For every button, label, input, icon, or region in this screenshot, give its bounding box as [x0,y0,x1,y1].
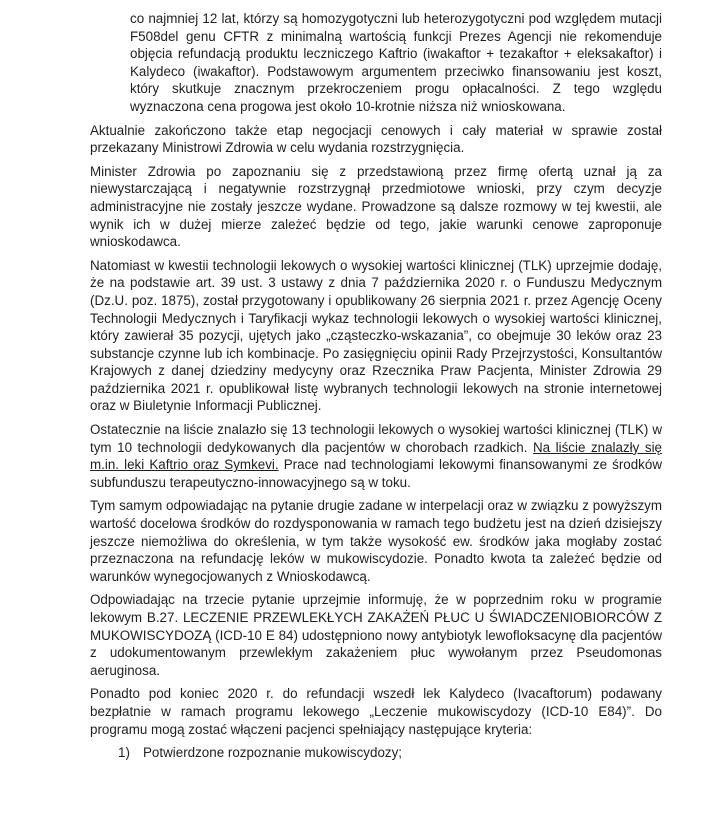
paragraph-b27-program: Odpowiadając na trzecie pytanie uprzejmie informuję, że w poprzednim roku w programie lekowym B.27. LECZENIE PRZEWLEKŁYCH ZAKAŻEŃ PŁUC U ŚWIADCZENIOBIORCÓW Z MUKOWISCYDOZĄ (ICD-10 E 84) udostępniono nowy antybiotyk lewofloksacynę dla pacjentów z udokumentowanym przewlekłym zakażeniem płuc wywołanym przez Pseudomonas aeruginosa. [90,592,662,678]
paragraph-text-after: Prace nad technologiami lekowymi finansowanymi ze środków subfunduszu terapeutyczno-innowacyjnego są w toku. [90,457,662,490]
paragraph-budget-answer: Tym samym odpowiadając na pytanie drugie zadane w interpelacji oraz w związku z powyższym wartość docelowa środków do rozdysponowania w ramach tego budżetu jest na dzień dzisiejszy jeszcze niemożliwa do określenia, w tym także wysokość ew. środków jaka mogłaby zostać przeznaczona na refundację leków w mukowiscydozie. Ponadto kwota ta zależeć będzie od warunków wynegocjowanych z Wnioskodawcą. [90,498,662,584]
paragraph-kalydeco-program: Ponadto pod koniec 2020 r. do refundacji wszedł lek Kalydeco (Ivacaftorum) podawany bezpłatnie w ramach programu lekowego „Leczenie mukowiscydozy (ICD-10 E84)”. Do programu mogą zostać włączeni pacjenci spełniający następujące kryteria: [90,686,662,737]
list-item-criterion-1 [118,744,662,762]
list-item-number: 1) [118,745,130,761]
paragraph-recommendation-quote: co najmniej 12 lat, którzy są homozygotyczni lub heterozygotyczni pod względem mutacji F508del genu CFTR z minimalną wartością funkcji Prezes Agencji nie rekomenduje objęcia refundacją produktu leczniczego Kaftrio (iwakaftor + tezakaftor + eleksakaftor) i Kalydeco (iwakaftor). Podstawowym argumentem przeciwko finansowaniu jest koszt, który skutkuje znacznym przekroczeniem progu opłacalności. Z tego względu wyznaczona cena progowa jest około 10-krotnie niższa niż wnioskowana. [130,11,662,114]
paragraph-text-before: Ostatecznie na liście znalazło się 13 technologii lekowych o wysokiej wartości klinicznej (TLK) w tym 10 technologii dedykowanych dla pacjentów w chorobach rzadkich. [90,422,662,455]
paragraph-tlk-final-list [90,421,662,491]
paragraph-minister-decision: Minister Zdrowia po zapoznaniu się z przedstawioną przez firmę ofertą uznał ją za niewystarczającą i negatywnie rozstrzygnął przedmiotowe wnioski, przy czym decyzje administracyjne nie zostały jeszcze wydane. Prowadzone są dalsze rozmowy w tej kwestii, ale wynik ich w dużej mierze zależeć będzie od tego, jakie warunki cenowe zaproponuje wnioskodawca. [90,163,662,250]
underlined-text: Na liście znalazły się m.in. leki Kaftrio oraz Symkevi. [90,439,662,473]
list-item-text: Potwierdzone rozpoznanie mukowiscydozy; [143,745,403,761]
paragraph-tlk-fund: Natomiast w kwestii technologii lekowych o wysokiej wartości klinicznej (TLK) uprzejmie dodaję, że na podstawie art. 39 ust. 3 ustawy z dnia 7 października 2020 r. o Funduszu Medycznym (Dz.U. poz. 1875), został przygotowany i opublikowany 26 sierpnia 2021 r. przez Agencję Oceny Technologii Medycznych i Taryfikacji wykaz technologii lekowych o wysokiej wartości klinicznej, który zawierał 35 pozycji, ujętych jako „cząsteczko-wskazania”, co obejmuje 30 leków oraz 23 substancje czynne lub ich kombinacje. Po zasięgnięciu opinii Rady Przejrzystości, Konsultantów Krajowych z danej dziedziny medycyny oraz Rzecznika Praw Pacjenta, Minister Zdrowia 29 października 2021 r. opublikował listę wybranych technologii lekowych na stronie internetowej oraz w Biuletynie Informacji Publicznej. [90,257,662,414]
paragraph-price-negotiations: Aktualnie zakończono także etap negocjacji cenowych i cały materiał w sprawie został przekazany Ministrowi Zdrowia w celu wydania rozstrzygnięcia. [90,122,662,156]
